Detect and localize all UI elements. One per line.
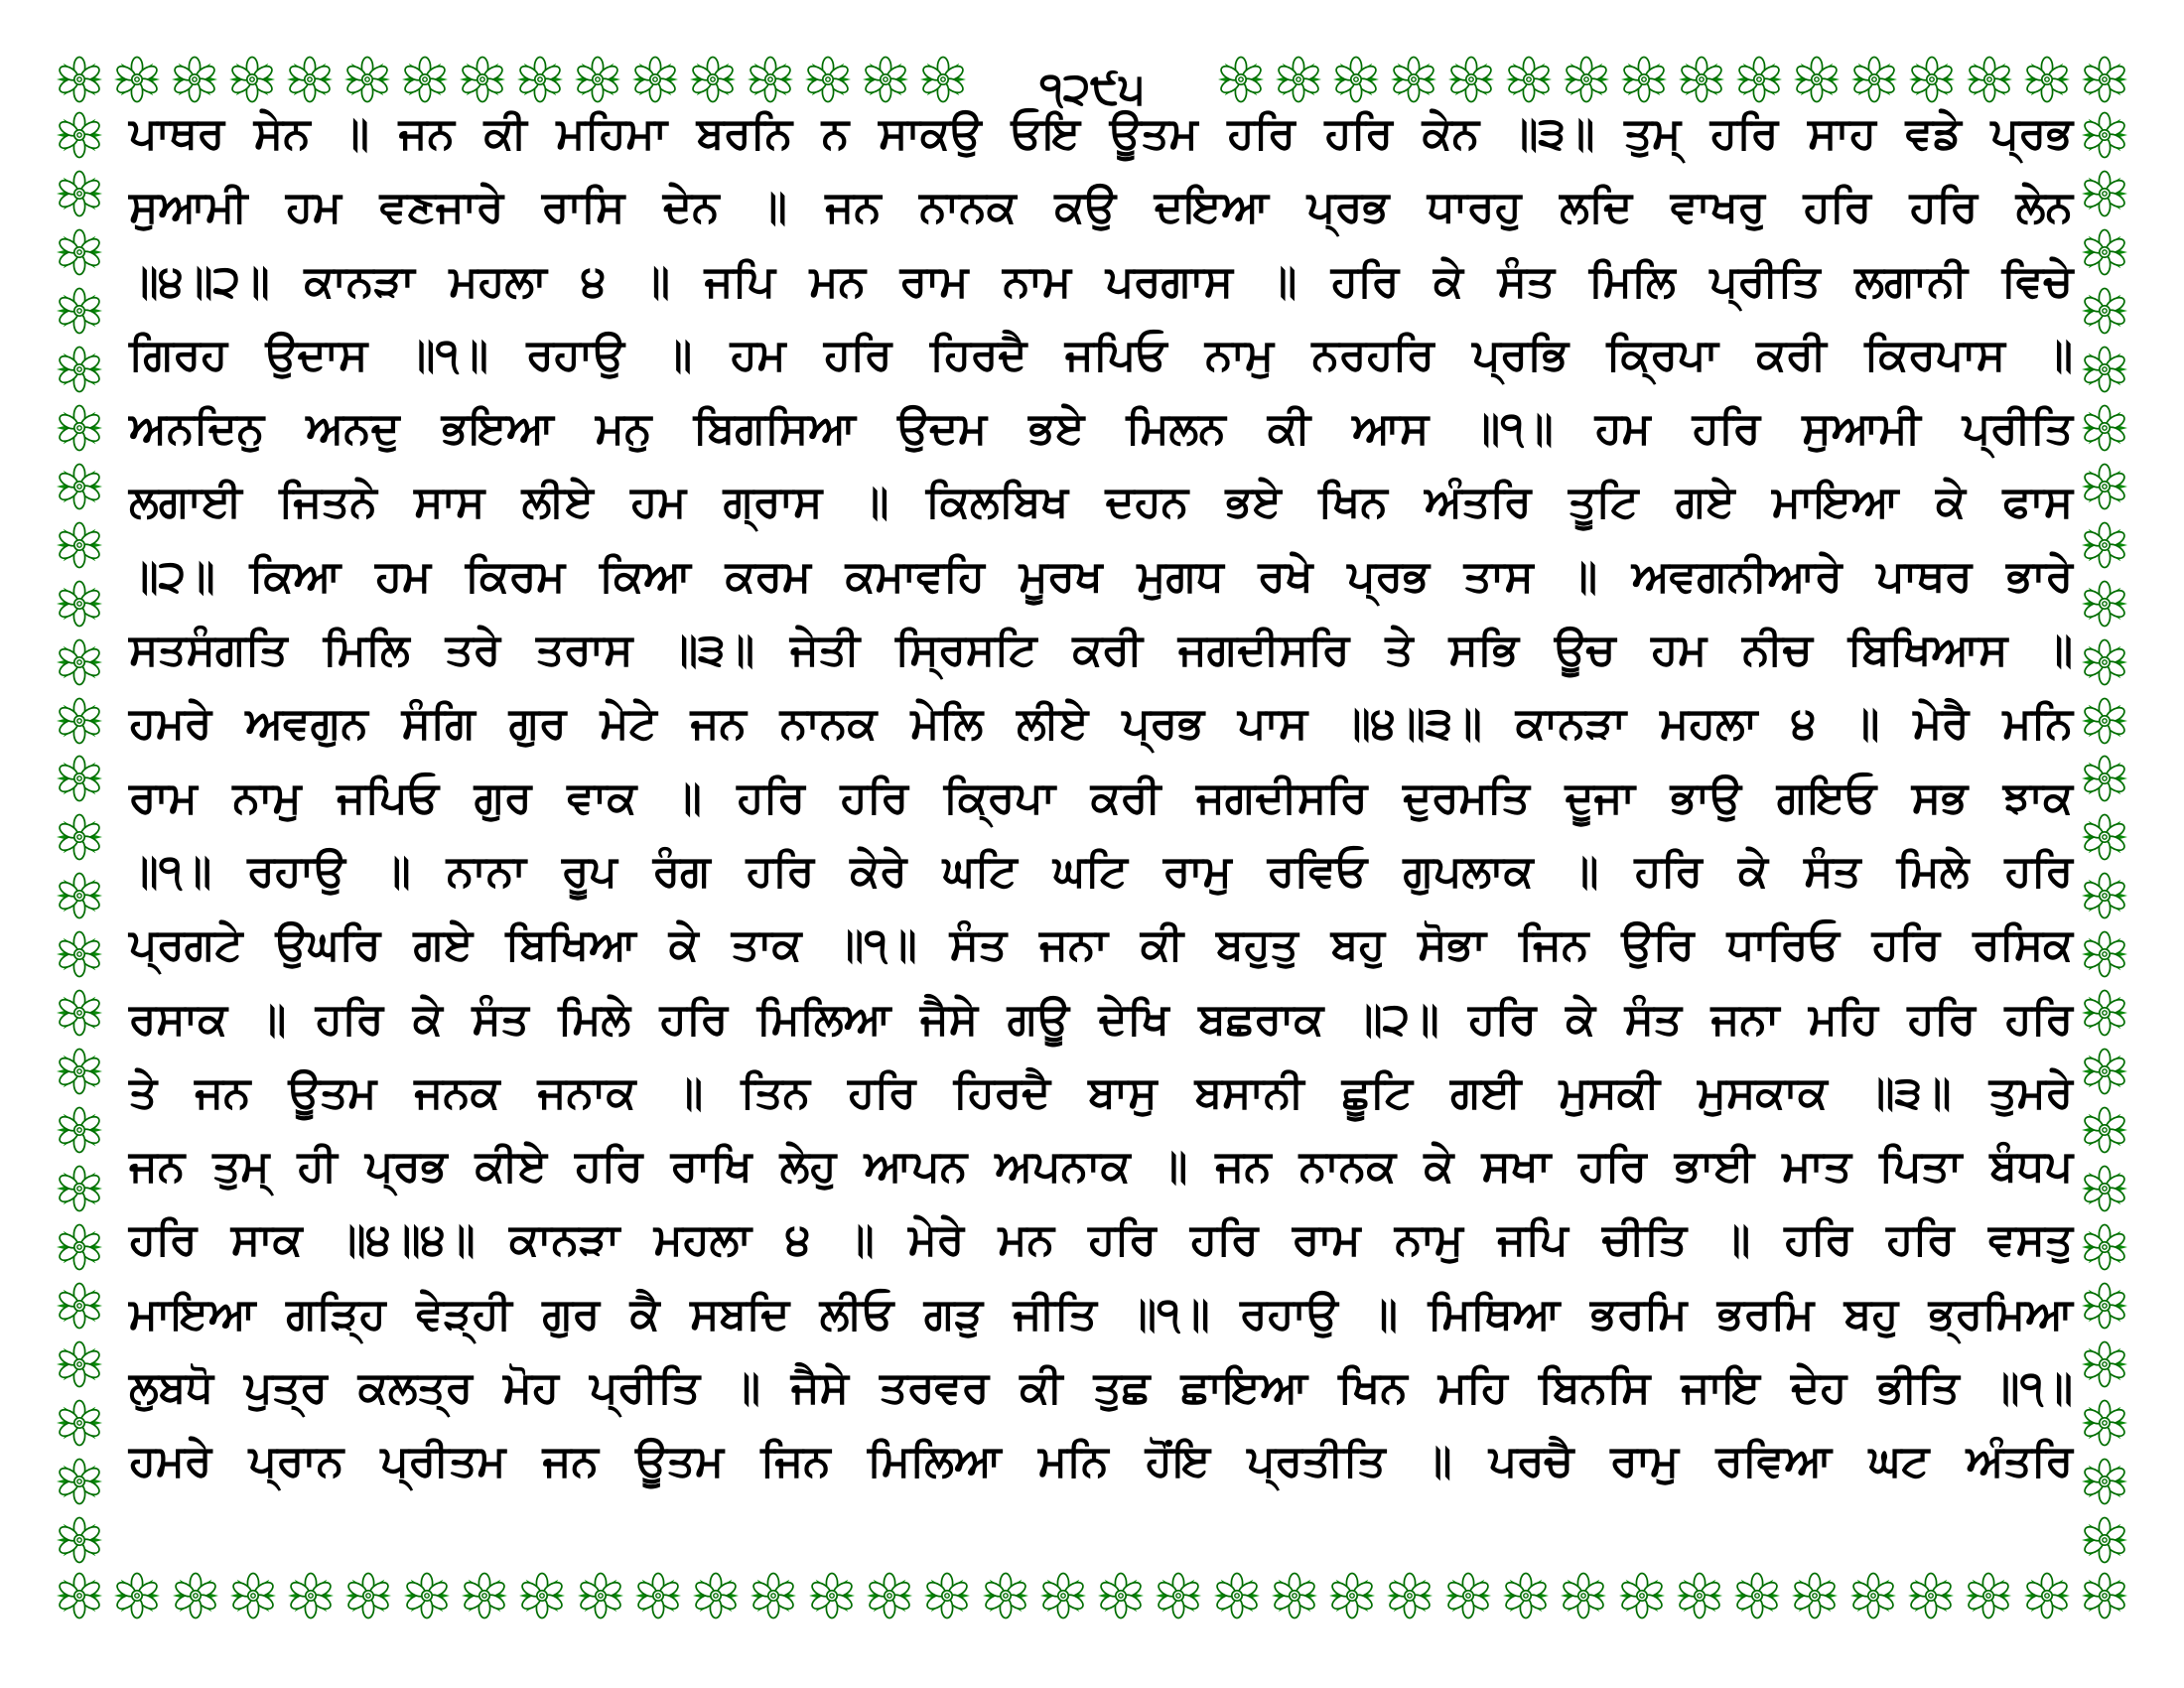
flower-icon [1791, 1572, 1839, 1619]
flower-icon [2081, 346, 2128, 393]
flower-icon [1560, 1572, 1607, 1619]
flower-icon [1328, 1572, 1376, 1619]
flower-icon [403, 1572, 451, 1619]
flower-icon [1563, 56, 1610, 103]
flower-icon [2081, 1048, 2128, 1095]
flower-icon [113, 56, 161, 103]
flower-icon [2081, 463, 2128, 510]
text-line: ਰਸਾਕ ॥ ਹਰਿ ਕੇ ਸੰਤ ਮਿਲੇ ਹਰਿ ਮਿਲਿਆ ਜੈਸੇ ਗਊ ਦੇਖਿ ਬਛਰਾਕ ॥੨॥ ਹਰਿ ਕੇ ਸੰਤ ਜਨਾ ਮਹਿ ਹਰਿ ਹਰਿ [129, 993, 2073, 1045]
flower-icon [689, 56, 737, 103]
flower-icon [574, 56, 621, 103]
scripture-text [129, 97, 2073, 1499]
flower-icon [2081, 521, 2128, 569]
flower-icon [56, 463, 103, 510]
flower-icon [1502, 1572, 1550, 1619]
flower-icon [2081, 111, 2128, 159]
flower-icon [56, 1165, 103, 1212]
flower-icon [1505, 56, 1553, 103]
flower-icon [56, 1516, 103, 1564]
flower-icon [804, 56, 852, 103]
flower-icon [1907, 1572, 1955, 1619]
flower-icon [56, 287, 103, 335]
flower-icon [1271, 1572, 1318, 1619]
flower-icon [1386, 1572, 1433, 1619]
flower-icon [2081, 813, 2128, 861]
flower-icon [2023, 1572, 2071, 1619]
flower-icon [2081, 1399, 2128, 1447]
flower-icon [287, 1572, 335, 1619]
flower-icon [1678, 56, 1725, 103]
text-line: ਪ੍ਰਗਟੇ ਉਘਰਿ ਗਏ ਬਿਖਿਆ ਕੇ ਤਾਕ ॥੧॥ ਸੰਤ ਜਨਾ ਕੀ ਬਹੁਤੁ ਬਹੁ ਸੋਭਾ ਜਿਨ ਉਰਿ ਧਾਰਿਓ ਹਰਿ ਰਸਿਕ [129, 919, 2074, 971]
flower-icon [56, 989, 103, 1037]
flower-icon [1217, 56, 1265, 103]
flower-icon [1039, 1572, 1087, 1619]
flower-icon [2081, 1282, 2128, 1330]
flower-icon [56, 56, 103, 103]
text-line: ਲਗਾਈ ਜਿਤਨੇ ਸਾਸ ਲੀਏ ਹਮ ਗ੍ਰਾਸ ॥ ਕਿਲਬਿਖ ਦਹਨ ਭਏ ਖਿਨ ਅੰਤਰਿ ਤੂਟਿ ਗਏ ਮਾਇਆ ਕੇ ਫਾਸ [129, 477, 2073, 528]
flower-icon [1390, 56, 1437, 103]
flower-icon [401, 56, 449, 103]
flower-icon [2081, 1165, 2128, 1212]
flower-icon [2081, 872, 2128, 919]
text-line: ਹਮਰੇ ਅਵਗੁਨ ਸੰਗਿ ਗੁਰ ਮੇਟੇ ਜਨ ਨਾਨਕ ਮੇਲਿ ਲੀਏ ਪ੍ਰਭ ਪਾਸ ॥੪॥੩॥ ਕਾਨੜਾ ਮਹਲਾ ੪ ॥ ਮੇਰੈ ਮਨਿ [129, 698, 2073, 750]
flower-icon [56, 1458, 103, 1505]
flower-icon [56, 1223, 103, 1271]
flower-icon [1275, 56, 1322, 103]
flower-icon [56, 1048, 103, 1095]
flower-icon [343, 56, 391, 103]
flower-icon [56, 111, 103, 159]
flower-icon [172, 1572, 219, 1619]
text-line: ਹਮਰੇ ਪ੍ਰਾਨ ਪ੍ਰੀਤਮ ਜਨ ਊਤਮ ਜਿਨ ਮਿਲਿਆ ਮਨਿ ਹੋਂਇ ਪ੍ਰਤੀਤਿ ॥ ਪਰਚੈ ਰਾਮੁ ਰਵਿਆ ਘਟ ਅੰਤਰਿ [129, 1436, 2073, 1487]
flower-icon [808, 1572, 856, 1619]
flower-icon [631, 56, 679, 103]
flower-icon [461, 1572, 508, 1619]
flower-icon [1332, 56, 1380, 103]
flower-icon [692, 1572, 740, 1619]
flower-icon [2081, 697, 2128, 745]
text-line: ਤੇ ਜਨ ਊਤਮ ਜਨਕ ਜਨਾਕ ॥ ਤਿਨ ਹਰਿ ਹਿਰਦੈ ਬਾਸੁ ਬਸਾਨੀ ਛੂਟਿ ਗਈ ਮੁਸਕੀ ਮੁਸਕਾਕ ॥੩॥ ਤੁਮਰੇ [129, 1066, 2073, 1118]
flower-icon [862, 56, 909, 103]
flower-icon [229, 1572, 277, 1619]
text-line: ਪਾਥਰ ਸੇਨ ॥ ਜਨ ਕੀ ਮਹਿਮਾ ਬਰਨਿ ਨ ਸਾਕਉ ਓਇ ਊਤਮ ਹਰਿ ਹਰਿ ਕੇਨ ॥੩॥ ਤੁਮ੍ ਹਰਿ ਸਾਹ ਵਡੇ ਪ੍ਰਭ [129, 108, 2073, 159]
flower-icon [1735, 56, 1783, 103]
flower-icon [2081, 1572, 2128, 1619]
flower-icon [56, 813, 103, 861]
flower-icon [518, 1572, 566, 1619]
flower-icon [634, 1572, 682, 1619]
flower-icon [56, 521, 103, 569]
flower-icon [56, 404, 103, 452]
flower-icon [1965, 1572, 2012, 1619]
text-line: ॥੪॥੨॥ ਕਾਨੜਾ ਮਹਲਾ ੪ ॥ ਜਪਿ ਮਨ ਰਾਮ ਨਾਮ ਪਰਗਾਸ ॥ ਹਰਿ ਕੇ ਸੰਤ ਮਿਲਿ ਪ੍ਰੀਤਿ ਲਗਾਨੀ ਵਿਚੇ [129, 255, 2073, 307]
flower-icon [1620, 56, 1668, 103]
flower-icon [2081, 638, 2128, 686]
flower-icon [2081, 404, 2128, 452]
flower-icon [1618, 1572, 1666, 1619]
flower-icon [2081, 930, 2128, 978]
flower-icon [113, 1572, 161, 1619]
flower-icon [919, 56, 967, 103]
flower-icon [228, 56, 276, 103]
border-flowers-top-left [56, 56, 967, 103]
flower-icon [2081, 580, 2128, 628]
text-line: ॥੧॥ ਰਹਾਉ ॥ ਨਾਨਾ ਰੂਪ ਰੰਗ ਹਰਿ ਕੇਰੇ ਘਟਿ ਘਟਿ ਰਾਮੁ ਰਵਿਓ ਗੁਪਲਾਕ ॥ ਹਰਿ ਕੇ ਸੰਤ ਮਿਲੇ ਹਰਿ [129, 845, 2073, 897]
flower-icon [56, 638, 103, 686]
text-line: ਜਨ ਤੁਮ੍ ਹੀ ਪ੍ਰਭ ਕੀਏ ਹਰਿ ਰਾਖਿ ਲੇਹੁ ਆਪਨ ਅਪਨਾਕ ॥ ਜਨ ਨਾਨਕ ਕੇ ਸਖਾ ਹਰਿ ਭਾਈ ਮਾਤ ਪਿਤਾ ਬੰਧਪ [129, 1141, 2073, 1193]
flower-icon [2081, 56, 2128, 103]
flower-icon [1733, 1572, 1781, 1619]
flower-icon [56, 872, 103, 919]
flower-icon [56, 1572, 103, 1619]
flower-icon [2081, 1458, 2128, 1505]
flower-icon [1793, 56, 1841, 103]
flower-icon [56, 170, 103, 217]
border-flowers-top-right [1217, 56, 2128, 103]
flower-icon [2081, 287, 2128, 335]
flower-icon [2081, 228, 2128, 276]
decorative-border-left [56, 111, 103, 1564]
decorative-border-right [2081, 111, 2128, 1564]
flower-icon [923, 1572, 971, 1619]
flower-icon [1213, 1572, 1261, 1619]
flower-icon [2081, 170, 2128, 217]
flower-icon [459, 56, 506, 103]
flower-icon [2081, 1106, 2128, 1154]
flower-icon [56, 1399, 103, 1447]
flower-icon [56, 346, 103, 393]
flower-icon [516, 56, 564, 103]
text-line: ॥੨॥ ਕਿਆ ਹਮ ਕਿਰਮ ਕਿਆ ਕਰਮ ਕਮਾਵਹਿ ਮੂਰਖ ਮੁਗਧ ਰਖੇ ਪ੍ਰਭ ਤਾਸ ॥ ਅਵਗਨੀਆਰੇ ਪਾਥਰ ਭਾਰੇ [129, 550, 2073, 602]
flower-icon [982, 1572, 1029, 1619]
flower-icon [171, 56, 218, 103]
text-line: ਅਨਦਿਨੁ ਅਨਦੁ ਭਇਆ ਮਨੁ ਬਿਗਸਿਆ ਉਦਮ ਭਏ ਮਿਲਨ ਕੀ ਆਸ ॥੧॥ ਹਮ ਹਰਿ ਸੁਆਮੀ ਪ੍ਰੀਤਿ [129, 403, 2073, 455]
text-line: ਸਤਸੰਗਤਿ ਮਿਲਿ ਤਰੇ ਤਰਾਸ ॥੩॥ ਜੇਤੀ ਸ੍ਰਿਸਟਿ ਕਰੀ ਜਗਦੀਸਰਿ ਤੇ ਸਭਿ ਊਚ ਹਮ ਨੀਚ ਬਿਖਿਆਸ ॥ [129, 625, 2073, 676]
flower-icon [1676, 1572, 1723, 1619]
flower-icon [2023, 56, 2071, 103]
flower-icon [2081, 1223, 2128, 1271]
flower-icon [2081, 989, 2128, 1037]
text-line: ਮਾਇਆ ਗੜ੍ਹਿ ਵੇੜ੍ਹੀ ਗੁਰ ਕੈ ਸਬਦਿ ਲੀਓ ਗੜੁ ਜੀਤਿ ॥੧॥ ਰਹਾਉ ॥ ਮਿਥਿਆ ਭਰਮਿ ਭਰਮਿ ਬਹੁ ਭ੍ਰਮਿਆ [129, 1288, 2073, 1339]
flower-icon [866, 1572, 913, 1619]
flower-icon [1444, 1572, 1492, 1619]
flower-icon [750, 1572, 797, 1619]
flower-icon [1097, 1572, 1145, 1619]
flower-icon [56, 580, 103, 628]
text-line: ਸੁਆਮੀ ਹਮ ਵਣਜਾਰੇ ਰਾਸਿ ਦੇਨ ॥ ਜਨ ਨਾਨਕ ਕਉ ਦਇਆ ਪ੍ਰਭ ਧਾਰਹੁ ਲਦਿ ਵਾਖਰੁ ਹਰਿ ਹਰਿ ਲੇਨ [129, 182, 2073, 233]
text-line: ਰਾਮ ਨਾਮੁ ਜਪਿਓ ਗੁਰ ਵਾਕ ॥ ਹਰਿ ਹਰਿ ਕ੍ਰਿਪਾ ਕਰੀ ਜਗਦੀਸਰਿ ਦੁਰਮਤਿ ਦੂਜਾ ਭਾਉ ਗਇਓ ਸਭ ਝਾਕ [129, 772, 2073, 823]
flower-icon [747, 56, 794, 103]
flower-icon [1155, 1572, 1202, 1619]
text-line: ਹਰਿ ਸਾਕ ॥੪॥੪॥ ਕਾਨੜਾ ਮਹਲਾ ੪ ॥ ਮੇਰੇ ਮਨ ਹਰਿ ਹਰਿ ਰਾਮ ਨਾਮੁ ਜਪਿ ਚੀਤਿ ॥ ਹਰਿ ਹਰਿ ਵਸਤੁ [129, 1214, 2073, 1266]
decorative-border-bottom [56, 1572, 2128, 1619]
flower-icon [56, 755, 103, 802]
flower-icon [56, 930, 103, 978]
page-number: ੧੨੯੫ [1039, 64, 1145, 114]
flower-icon [2081, 755, 2128, 802]
text-line: ਲੁਬਧੋ ਪੁਤ੍ਰ ਕਲਤ੍ਰ ਮੋਹ ਪ੍ਰੀਤਿ ॥ ਜੈਸੇ ਤਰਵਰ ਕੀ ਤੁਛ ਛਾਇਆ ਖਿਨ ਮਹਿ ਬਿਨਸਿ ਜਾਇ ਦੇਹ ਭੀਤਿ ॥੧॥ [129, 1362, 2073, 1414]
flower-icon [2081, 1516, 2128, 1564]
flower-icon [577, 1572, 624, 1619]
flower-icon [1908, 56, 1956, 103]
flower-icon [2081, 1340, 2128, 1388]
flower-icon [1966, 56, 2013, 103]
flower-icon [56, 697, 103, 745]
text-line: ਗਿਰਹ ਉਦਾਸ ॥੧॥ ਰਹਾਉ ॥ ਹਮ ਹਰਿ ਹਿਰਦੈ ਜਪਿਓ ਨਾਮੁ ਨਰਹਰਿ ਪ੍ਰਭਿ ਕ੍ਰਿਪਾ ਕਰੀ ਕਿਰਪਾਸ ॥ [129, 329, 2073, 380]
flower-icon [286, 56, 334, 103]
flower-icon [56, 1340, 103, 1388]
flower-icon [56, 1282, 103, 1330]
flower-icon [1849, 1572, 1897, 1619]
flower-icon [56, 228, 103, 276]
flower-icon [344, 1572, 392, 1619]
flower-icon [1850, 56, 1898, 103]
flower-icon [56, 1106, 103, 1154]
flower-icon [1447, 56, 1495, 103]
